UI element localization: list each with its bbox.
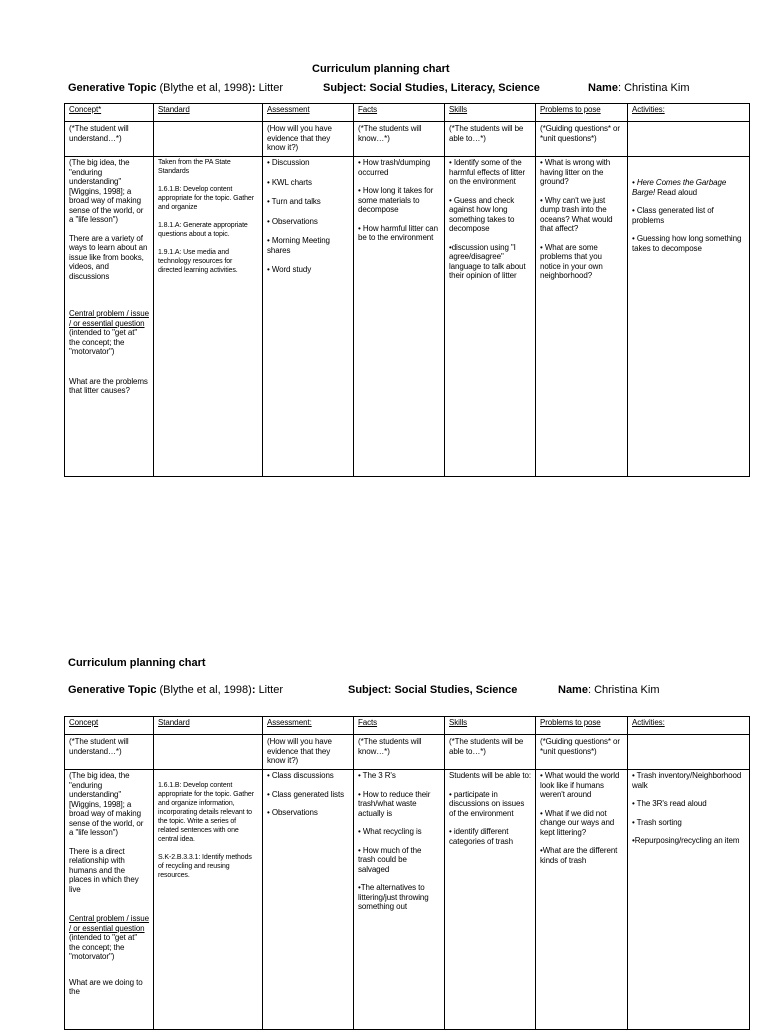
generative-topic-label: Generative Topic [68,684,157,696]
book-title: • Here Comes the Garbage Barge! [632,178,727,197]
central-problem [69,309,149,357]
header-text: Problems to pose [540,105,601,114]
subheader-row [65,122,750,157]
facts-cell [354,157,445,477]
header-text: Activities: [632,105,665,114]
concept-cell [65,157,154,477]
standard-cell [154,770,263,1030]
col-header-assessment [263,104,354,122]
subheader-standard [154,122,263,157]
central-problem [69,914,149,962]
topic-value: Litter [258,684,284,696]
essential-question: What are we doing to the [69,977,143,996]
col-header-problems [536,104,628,122]
subject-text: Subject: Social Studies, Science [348,684,518,696]
chart-title: Curriculum planning chart [312,63,450,75]
central-problem-heading: Central problem / issue / or essential question [69,309,149,328]
subheader-assessment: (How will you have evidence that they know it?) [263,735,354,770]
standard-item: S.K-2.B.3.3.1: Identify methods of recycling and reusing resources. [158,854,252,879]
header-row [65,104,750,122]
subheader-facts: (*The students will know…*) [354,122,445,157]
concept-cell [65,770,154,1030]
col-header-facts [354,104,445,122]
assessment-cell [263,770,354,1030]
standard-item: 1.8.1.A: Generate appropriate questions about a topic. [158,222,248,238]
fact-item: • How long it takes for some materials to decompose [358,186,434,214]
central-problem-desc: (intended to "get at" the concept; the "motorvator") [69,933,138,961]
fact-item: •The alternatives to littering/just throwing something out [358,883,429,911]
col-header-facts [354,717,445,735]
name-label: Name [558,684,588,696]
standard-item: 1.9.1.A: Use media and technology resources for directed learning activities. [158,249,238,274]
col-header-standard [154,717,263,735]
activity-item: • Class generated list of problems [632,206,714,225]
col-header-activities [628,717,750,735]
header-text: Skills [449,105,468,114]
skill-item: •discussion using "I agree/disagree" language to talk about their opinion of litter [449,242,526,280]
planning-table [64,716,750,1030]
concept-statement: There are a variety of ways to learn about an issue like from books, videos, and discussions [69,233,148,281]
fact-item: • How much of the trash could be salvaged [358,845,422,874]
skills-intro: Students will be able to: [449,771,531,780]
generative-topic [68,684,283,696]
content-row [65,157,750,477]
concept-big-idea: (The big idea, the "enduring understanding" [Wiggins, 1998]; a broad way of making sense of the world, or a "life lesson") [69,158,144,224]
header-text: Facts [358,718,378,727]
header-text: Assessment [267,105,310,114]
activity-item: • Guessing how long something takes to decompose [632,234,742,253]
col-header-standard [154,104,263,122]
concept-statement: There is a direct relationship with humans and the places in which they live [69,846,139,894]
problems-cell [536,157,628,477]
skills-cell [445,157,536,477]
chart-meta [68,684,748,700]
assessment-item: • KWL charts [267,177,312,187]
problems-cell [536,770,628,1030]
header-text: Activities: [632,718,665,727]
header-text: Skills [449,718,468,727]
assessment-item: • Word study [267,265,312,274]
standard-item: 1.6.1.B: Develop content appropriate for the topic. Gather and organize information, incorporating details relevant to the topic. Write a series of related sentences with one central idea. [158,782,254,843]
activity-text: Read aloud [654,187,698,197]
assessment-item: • Morning Meeting shares [267,236,330,255]
problem-item: • Why can't we just dump trash into the oceans? What would that affect? [540,195,613,233]
subject [323,82,540,94]
author-name [558,684,660,696]
activity-item: •Repurposing/recycling an item [632,836,740,845]
central-problem-heading: Central problem / issue / or essential question [69,914,149,933]
standard-item: 1.6.1.B: Develop content appropriate for the topic. Gather and organize [158,186,254,211]
generative-topic [68,82,283,94]
activities-cell [628,157,750,477]
assessment-item: • Turn and talks [267,197,321,206]
header-row [65,717,750,735]
name-value: : Christina Kim [587,684,660,696]
problem-item: • What if we did not change our ways and kept littering? [540,808,615,837]
subheader-skills: (*The students will be able to…*) [445,122,536,157]
header-text: Concept [69,718,99,727]
header-text: Assessment: [267,718,312,727]
subheader-concept: (*The student will understand…*) [65,735,154,770]
skills-cell [445,770,536,1030]
fact-item: • How to reduce their trash/what waste actually is [358,789,431,818]
content-row [65,770,750,1030]
activity-item [632,178,745,197]
subheader-skills: (*The students will be able to…*) [445,735,536,770]
subject-text: Subject: Social Studies, Literacy, Science [323,82,540,94]
problem-item: •What are the different kinds of trash [540,846,618,865]
subheader-activities [628,735,750,770]
assessment-item: • Class discussions [267,771,334,780]
assessment-item: • Class generated lists [267,789,344,799]
chart-title: Curriculum planning chart [68,657,206,669]
subheader-assessment: (How will you have evidence that they know it?) [263,122,354,157]
fact-item: • How trash/dumping occurred [358,158,431,177]
central-problem-desc: (intended to "get at" the concept; the "motorvator") [69,328,138,356]
fact-item: • What recycling is [358,827,422,836]
col-header-problems [536,717,628,735]
subheader-concept: (*The student will understand…*) [65,122,154,157]
skill-item: • Guess and check against how long something takes to decompose [449,195,515,233]
fact-item: • How harmful litter can be to the environment [358,223,438,242]
col-header-concept [65,717,154,735]
problem-item: • What are some problems that you notice in your own neighborhood? [540,242,603,280]
activities-cell [628,770,750,1030]
activity-item: • The 3R's read aloud [632,799,707,808]
subheader-standard [154,735,263,770]
standard-cell [154,157,263,477]
subheader-facts: (*The students will know…*) [354,735,445,770]
col-header-skills [445,717,536,735]
facts-cell [354,770,445,1030]
colon: : [251,684,259,696]
subheader-problems: (*Guiding questions* or *unit questions*) [536,122,628,157]
header-text: Facts [358,105,378,114]
assessment-item: • Discussion [267,158,310,167]
subject [348,684,517,696]
skill-item: • identify different categories of trash [449,827,513,846]
assessment-item: • Observations [267,808,318,817]
concept-big-idea: (The big idea, the "enduring understanding" [Wiggins, 1998]; a broad way of making sense of the world, or a "life lesson") [69,771,144,837]
colon: : [251,82,259,94]
header-text: Concept* [69,105,102,114]
skill-item: • participate in discussions on issues of the environment [449,789,525,818]
chart-meta [68,82,748,98]
assessment-cell [263,157,354,477]
standard-item: Taken from the PA State Standards [158,159,231,175]
fact-item: • The 3 R's [358,771,396,780]
skill-item: • Identify some of the harmful effects of litter on the environment [449,158,526,186]
subheader-row [65,735,750,770]
assessment-item: • Observations [267,216,318,226]
essential-question: What are the problems that litter causes? [69,376,148,395]
topic-value: Litter [258,82,284,94]
header-text: Standard [158,105,190,114]
problem-item: • What is wrong with having litter on the ground? [540,158,611,186]
col-header-assessment [263,717,354,735]
citation: (Blythe et al, 1998) [156,684,252,696]
generative-topic-label: Generative Topic [68,82,157,94]
col-header-skills [445,104,536,122]
header-text: Problems to pose [540,718,601,727]
activity-item: • Trash sorting [632,817,682,827]
name-label: Name [588,82,618,94]
header-text: Standard [158,718,190,727]
problem-item: • What would the world look like if humans weren't around [540,771,620,799]
col-header-concept [65,104,154,122]
subheader-activities [628,122,750,157]
name-value: : Christina Kim [617,82,690,94]
col-header-activities [628,104,750,122]
author-name [588,82,690,94]
activity-item: • Trash inventory/Neighborhood walk [632,771,742,790]
citation: (Blythe et al, 1998) [156,82,252,94]
subheader-problems: (*Guiding questions* or *unit questions*) [536,735,628,770]
planning-table [64,103,750,477]
